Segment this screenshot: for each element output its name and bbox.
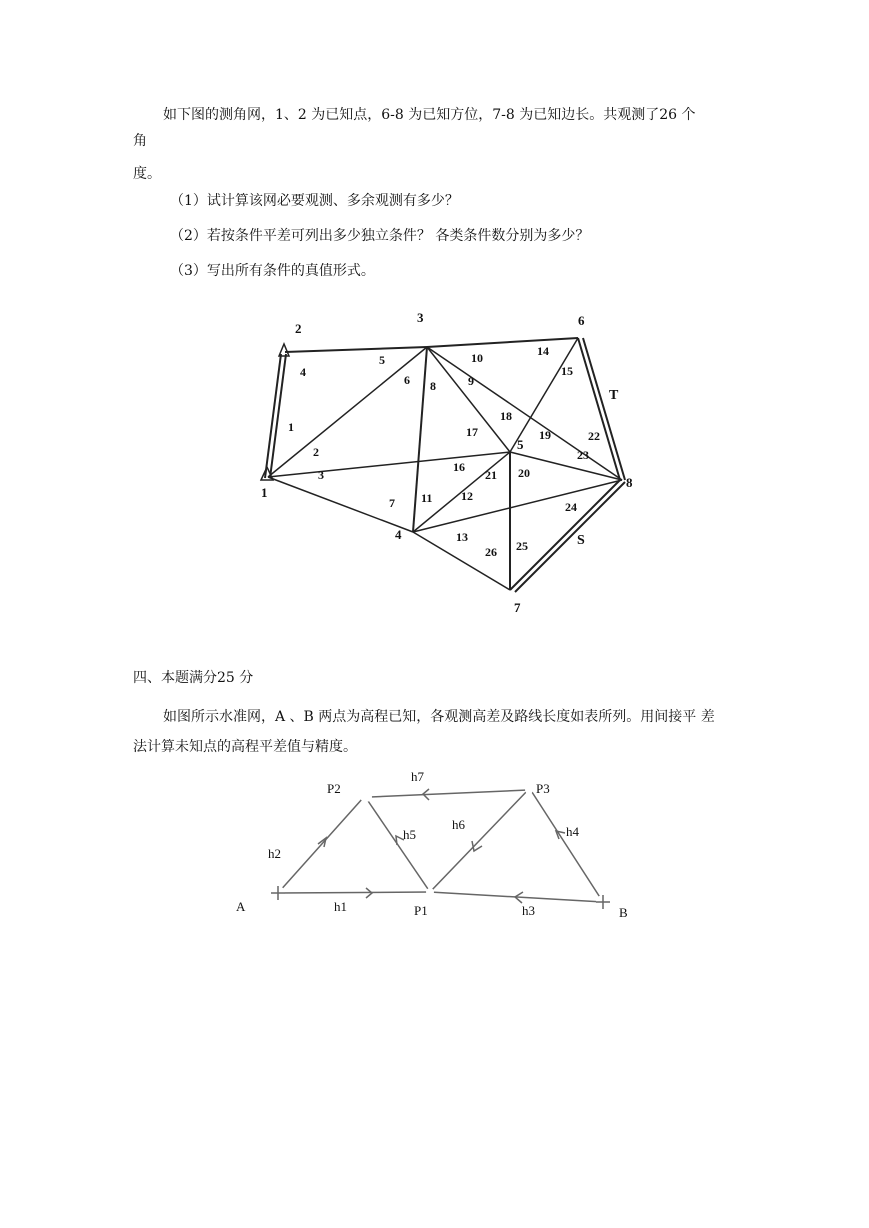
q3-sub2: （2）若按条件平差可列出多少独立条件？ 各类条件数分别为多少？ [170,228,590,244]
angle-label: 12 [461,489,473,503]
angle-label: 7 [389,496,395,510]
route-h3 [430,892,603,902]
angle-label: 3 [318,468,324,482]
point-2-label: 2 [295,321,302,336]
route-h2 [278,798,363,893]
angle-label: 22 [588,429,600,443]
route-h2-label: h2 [268,846,281,861]
route-h4 [530,789,603,902]
angle-label: 16 [453,460,465,474]
point-1-label: 1 [261,485,268,500]
point-7-label: 7 [514,600,521,615]
point-p1-label: P1 [414,903,428,918]
angle-label: 2 [313,445,319,459]
angle-label: 20 [518,466,530,480]
angle-label: 10 [471,351,483,365]
route-h5-label: h5 [403,827,416,842]
leveling-labels [236,769,628,920]
angle-label: 13 [456,530,468,544]
angle-label: 21 [485,468,497,482]
q4-text-line1: 如图所示水准网，A 、B 两点为高程已知，各观测高差及路线长度如表所列。用间接平 差 [163,709,715,725]
point-p2-symbol [360,792,372,802]
side-label-s: S [577,533,585,548]
q4-heading: 四、本题满分25 分 [133,670,254,686]
angle-label: 26 [485,545,497,559]
angle-label: 5 [379,353,385,367]
arrow-h2 [318,838,326,847]
angle-label: 4 [300,365,306,379]
point-p2-label: P2 [327,781,341,796]
point-a-label: A [236,899,246,914]
route-h5 [366,798,430,892]
point-6-label: 6 [578,313,585,328]
route-h7 [370,790,528,797]
angle-label: 8 [430,379,436,393]
angle-label: 25 [516,539,528,553]
angle-label: 18 [500,409,512,423]
side-label-t: T [609,388,619,403]
route-h6 [430,790,528,892]
angle-label: 24 [565,500,577,514]
q3-intro-line1b: 角 [133,133,147,149]
point-5-label: 5 [517,437,524,452]
leveling-lines [271,786,610,909]
angle-label: 15 [561,364,573,378]
angle-label: 17 [466,425,478,439]
angle-label: 6 [404,373,410,387]
angle-label: 9 [468,374,474,388]
route-h4-label: h4 [566,824,579,839]
route-h1 [278,892,430,893]
angle-label: 1 [288,420,294,434]
angle-label: 23 [577,448,589,462]
route-h1-label: h1 [334,899,347,914]
angle-label: 11 [421,491,433,505]
route-h6-label: h6 [452,817,465,832]
point-p3-symbol [525,786,533,794]
route-h7-label: h7 [411,769,424,784]
point-b-label: B [619,905,628,920]
angle-label: 19 [539,428,551,442]
point-3-label: 3 [417,310,424,325]
point-8-label: 8 [626,475,633,490]
q3-intro-line2: 度。 [133,166,161,182]
point-4-label: 4 [395,527,402,542]
q3-sub1: （1）试计算该网必要观测、多余观测有多少？ [170,193,459,209]
angle-label: 14 [537,344,549,358]
q4-text-line2: 法计算未知点的高程平差值与精度。 [133,739,357,755]
route-h3-label: h3 [522,903,535,918]
q3-sub3: （3）写出所有条件的真值形式。 [170,263,375,279]
point-p1-symbol [426,888,434,896]
point-p3-label: P3 [536,781,550,796]
q3-intro-line1: 如下图的测角网，1、2 为已知点，6-8 为已知方位，7-8 为已知边长。共观测了26 个 [163,107,696,123]
